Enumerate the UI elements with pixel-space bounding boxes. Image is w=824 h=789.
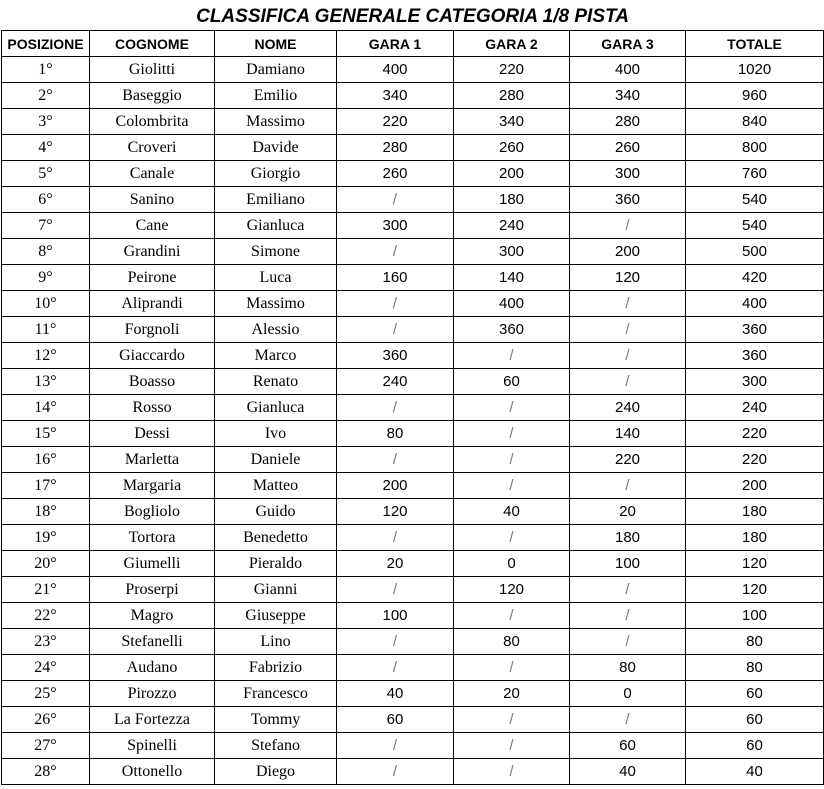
cell-posizione: 5°	[2, 161, 90, 187]
cell-nome: Damiano	[215, 57, 337, 83]
cell-nome: Benedetto	[215, 525, 337, 551]
cell-nome: Massimo	[215, 109, 337, 135]
cell-nome: Stefano	[215, 733, 337, 759]
cell-posizione: 19°	[2, 525, 90, 551]
cell-gara-2: 240	[454, 213, 570, 239]
cell-nome: Daniele	[215, 447, 337, 473]
cell-totale: 420	[686, 265, 824, 291]
cell-totale: 200	[686, 473, 824, 499]
table-row	[2, 681, 824, 707]
cell-gara-1: 60	[337, 707, 454, 733]
cell-totale: 760	[686, 161, 824, 187]
table-row	[2, 239, 824, 265]
header-posizione: POSIZIONE	[2, 31, 90, 57]
title-row	[2, 4, 824, 31]
cell-gara-3: /	[570, 577, 686, 603]
cell-nome: Davide	[215, 135, 337, 161]
cell-gara-3: 0	[570, 681, 686, 707]
cell-posizione: 24°	[2, 655, 90, 681]
cell-gara-3: /	[570, 291, 686, 317]
table-row	[2, 109, 824, 135]
cell-nome: Massimo	[215, 291, 337, 317]
cell-gara-2: 140	[454, 265, 570, 291]
cell-posizione: 9°	[2, 265, 90, 291]
cell-gara-1: /	[337, 239, 454, 265]
cell-gara-1: 220	[337, 109, 454, 135]
cell-gara-2: /	[454, 733, 570, 759]
cell-cognome: Magro	[90, 603, 215, 629]
cell-nome: Diego	[215, 759, 337, 785]
header-nome: NOME	[215, 31, 337, 57]
table-row	[2, 759, 824, 785]
cell-posizione: 20°	[2, 551, 90, 577]
cell-cognome: Dessi	[90, 421, 215, 447]
cell-cognome: La Fortezza	[90, 707, 215, 733]
cell-posizione: 17°	[2, 473, 90, 499]
cell-totale: 80	[686, 655, 824, 681]
cell-gara-2: 180	[454, 187, 570, 213]
cell-gara-3: 40	[570, 759, 686, 785]
cell-totale: 1020	[686, 57, 824, 83]
cell-gara-2: 0	[454, 551, 570, 577]
cell-gara-1: 40	[337, 681, 454, 707]
cell-nome: Francesco	[215, 681, 337, 707]
cell-gara-1: /	[337, 759, 454, 785]
cell-gara-2: 220	[454, 57, 570, 83]
cell-nome: Fabrizio	[215, 655, 337, 681]
cell-gara-2: /	[454, 473, 570, 499]
cell-gara-1: 360	[337, 343, 454, 369]
cell-posizione: 22°	[2, 603, 90, 629]
cell-posizione: 10°	[2, 291, 90, 317]
cell-nome: Luca	[215, 265, 337, 291]
cell-totale: 540	[686, 187, 824, 213]
cell-totale: 120	[686, 577, 824, 603]
cell-totale: 220	[686, 447, 824, 473]
cell-gara-1: /	[337, 577, 454, 603]
cell-totale: 60	[686, 733, 824, 759]
cell-gara-3: /	[570, 317, 686, 343]
table-row	[2, 187, 824, 213]
cell-cognome: Forgnoli	[90, 317, 215, 343]
cell-gara-2: 60	[454, 369, 570, 395]
cell-cognome: Bogliolo	[90, 499, 215, 525]
table-row	[2, 369, 824, 395]
cell-gara-3: 300	[570, 161, 686, 187]
header-gara-3: GARA 3	[570, 31, 686, 57]
cell-totale: 240	[686, 395, 824, 421]
cell-gara-2: /	[454, 421, 570, 447]
cell-totale: 180	[686, 499, 824, 525]
cell-cognome: Stefanelli	[90, 629, 215, 655]
table-row	[2, 629, 824, 655]
cell-cognome: Baseggio	[90, 83, 215, 109]
cell-gara-2: 200	[454, 161, 570, 187]
cell-nome: Giuseppe	[215, 603, 337, 629]
cell-gara-1: 280	[337, 135, 454, 161]
cell-gara-3: /	[570, 213, 686, 239]
table-row	[2, 343, 824, 369]
cell-nome: Renato	[215, 369, 337, 395]
cell-gara-1: /	[337, 317, 454, 343]
table-row	[2, 161, 824, 187]
cell-gara-3: 240	[570, 395, 686, 421]
cell-totale: 40	[686, 759, 824, 785]
table-row	[2, 551, 824, 577]
cell-totale: 360	[686, 317, 824, 343]
cell-nome: Gianluca	[215, 213, 337, 239]
cell-gara-1: 400	[337, 57, 454, 83]
header-row	[2, 31, 824, 57]
cell-gara-2: 260	[454, 135, 570, 161]
cell-posizione: 3°	[2, 109, 90, 135]
cell-cognome: Colombrita	[90, 109, 215, 135]
cell-gara-3: 260	[570, 135, 686, 161]
table-row	[2, 135, 824, 161]
cell-gara-1: /	[337, 525, 454, 551]
cell-gara-2: /	[454, 655, 570, 681]
cell-totale: 540	[686, 213, 824, 239]
table-row	[2, 577, 824, 603]
cell-gara-3: /	[570, 343, 686, 369]
cell-gara-3: /	[570, 603, 686, 629]
cell-gara-3: 20	[570, 499, 686, 525]
cell-gara-1: /	[337, 187, 454, 213]
cell-posizione: 26°	[2, 707, 90, 733]
cell-gara-3: 340	[570, 83, 686, 109]
cell-totale: 80	[686, 629, 824, 655]
cell-nome: Lino	[215, 629, 337, 655]
cell-gara-1: 300	[337, 213, 454, 239]
cell-posizione: 25°	[2, 681, 90, 707]
cell-nome: Emiliano	[215, 187, 337, 213]
cell-posizione: 27°	[2, 733, 90, 759]
table-title: CLASSIFICA GENERALE CATEGORIA 1/8 PISTA	[2, 4, 824, 31]
cell-gara-2: /	[454, 759, 570, 785]
cell-totale: 60	[686, 707, 824, 733]
cell-cognome: Peirone	[90, 265, 215, 291]
cell-gara-3: 100	[570, 551, 686, 577]
cell-gara-3: 80	[570, 655, 686, 681]
cell-nome: Gianluca	[215, 395, 337, 421]
cell-cognome: Ottonello	[90, 759, 215, 785]
cell-gara-3: 200	[570, 239, 686, 265]
cell-posizione: 16°	[2, 447, 90, 473]
cell-totale: 100	[686, 603, 824, 629]
cell-gara-2: 80	[454, 629, 570, 655]
cell-posizione: 1°	[2, 57, 90, 83]
cell-gara-2: 40	[454, 499, 570, 525]
cell-posizione: 7°	[2, 213, 90, 239]
cell-posizione: 21°	[2, 577, 90, 603]
cell-gara-2: /	[454, 525, 570, 551]
cell-cognome: Giumelli	[90, 551, 215, 577]
table-row	[2, 603, 824, 629]
cell-gara-2: 280	[454, 83, 570, 109]
cell-gara-1: 80	[337, 421, 454, 447]
cell-gara-2: 400	[454, 291, 570, 317]
table-body	[2, 57, 824, 785]
cell-gara-3: 360	[570, 187, 686, 213]
cell-gara-3: 140	[570, 421, 686, 447]
cell-posizione: 23°	[2, 629, 90, 655]
cell-gara-2: 360	[454, 317, 570, 343]
table-row	[2, 473, 824, 499]
cell-nome: Matteo	[215, 473, 337, 499]
cell-gara-1: /	[337, 291, 454, 317]
cell-gara-3: /	[570, 369, 686, 395]
cell-posizione: 8°	[2, 239, 90, 265]
table-row	[2, 525, 824, 551]
cell-gara-1: /	[337, 655, 454, 681]
table-row	[2, 499, 824, 525]
table-row	[2, 655, 824, 681]
cell-gara-1: 100	[337, 603, 454, 629]
classification-table	[1, 4, 824, 785]
cell-posizione: 18°	[2, 499, 90, 525]
cell-nome: Ivo	[215, 421, 337, 447]
cell-gara-1: /	[337, 629, 454, 655]
cell-gara-3: 280	[570, 109, 686, 135]
cell-gara-2: 340	[454, 109, 570, 135]
table-row	[2, 57, 824, 83]
cell-gara-2: /	[454, 447, 570, 473]
cell-totale: 300	[686, 369, 824, 395]
cell-cognome: Audano	[90, 655, 215, 681]
cell-gara-3: 220	[570, 447, 686, 473]
table-row	[2, 707, 824, 733]
table-row	[2, 291, 824, 317]
table-row	[2, 421, 824, 447]
cell-gara-2: /	[454, 603, 570, 629]
cell-gara-2: /	[454, 395, 570, 421]
cell-cognome: Canale	[90, 161, 215, 187]
cell-gara-3: 60	[570, 733, 686, 759]
cell-gara-1: 120	[337, 499, 454, 525]
cell-posizione: 11°	[2, 317, 90, 343]
cell-posizione: 15°	[2, 421, 90, 447]
cell-posizione: 4°	[2, 135, 90, 161]
cell-nome: Emilio	[215, 83, 337, 109]
cell-gara-2: /	[454, 343, 570, 369]
cell-nome: Simone	[215, 239, 337, 265]
cell-totale: 60	[686, 681, 824, 707]
cell-posizione: 28°	[2, 759, 90, 785]
cell-gara-1: /	[337, 395, 454, 421]
cell-nome: Gianni	[215, 577, 337, 603]
cell-cognome: Rosso	[90, 395, 215, 421]
cell-posizione: 6°	[2, 187, 90, 213]
cell-totale: 360	[686, 343, 824, 369]
cell-gara-1: 260	[337, 161, 454, 187]
cell-gara-1: 20	[337, 551, 454, 577]
cell-gara-1: /	[337, 733, 454, 759]
cell-gara-3: /	[570, 473, 686, 499]
cell-gara-2: /	[454, 707, 570, 733]
cell-gara-1: 200	[337, 473, 454, 499]
cell-gara-3: 120	[570, 265, 686, 291]
cell-gara-2: 300	[454, 239, 570, 265]
cell-totale: 120	[686, 551, 824, 577]
cell-gara-3: 400	[570, 57, 686, 83]
cell-gara-3: 180	[570, 525, 686, 551]
cell-cognome: Pirozzo	[90, 681, 215, 707]
cell-posizione: 2°	[2, 83, 90, 109]
cell-gara-2: 120	[454, 577, 570, 603]
table-row	[2, 83, 824, 109]
header-gara-2: GARA 2	[454, 31, 570, 57]
cell-gara-1: 340	[337, 83, 454, 109]
cell-gara-3: /	[570, 629, 686, 655]
cell-posizione: 12°	[2, 343, 90, 369]
cell-totale: 400	[686, 291, 824, 317]
cell-gara-1: 160	[337, 265, 454, 291]
cell-nome: Marco	[215, 343, 337, 369]
cell-cognome: Spinelli	[90, 733, 215, 759]
cell-posizione: 14°	[2, 395, 90, 421]
cell-nome: Guido	[215, 499, 337, 525]
cell-gara-2: 20	[454, 681, 570, 707]
cell-nome: Pieraldo	[215, 551, 337, 577]
cell-nome: Alessio	[215, 317, 337, 343]
table-row	[2, 447, 824, 473]
cell-cognome: Margaria	[90, 473, 215, 499]
cell-nome: Tommy	[215, 707, 337, 733]
table-row	[2, 213, 824, 239]
header-gara-1: GARA 1	[337, 31, 454, 57]
cell-cognome: Croveri	[90, 135, 215, 161]
table-row	[2, 265, 824, 291]
cell-totale: 220	[686, 421, 824, 447]
cell-totale: 840	[686, 109, 824, 135]
cell-cognome: Aliprandi	[90, 291, 215, 317]
cell-totale: 960	[686, 83, 824, 109]
cell-gara-3: /	[570, 707, 686, 733]
cell-totale: 800	[686, 135, 824, 161]
cell-cognome: Marletta	[90, 447, 215, 473]
cell-posizione: 13°	[2, 369, 90, 395]
cell-cognome: Tortora	[90, 525, 215, 551]
cell-totale: 500	[686, 239, 824, 265]
cell-totale: 180	[686, 525, 824, 551]
cell-cognome: Sanino	[90, 187, 215, 213]
table-row	[2, 317, 824, 343]
cell-gara-1: 240	[337, 369, 454, 395]
cell-cognome: Proserpi	[90, 577, 215, 603]
cell-nome: Giorgio	[215, 161, 337, 187]
header-cognome: COGNOME	[90, 31, 215, 57]
header-totale: TOTALE	[686, 31, 824, 57]
cell-cognome: Giolitti	[90, 57, 215, 83]
table-row	[2, 733, 824, 759]
cell-cognome: Cane	[90, 213, 215, 239]
cell-cognome: Giaccardo	[90, 343, 215, 369]
cell-cognome: Grandini	[90, 239, 215, 265]
cell-gara-1: /	[337, 447, 454, 473]
table-row	[2, 395, 824, 421]
cell-cognome: Boasso	[90, 369, 215, 395]
